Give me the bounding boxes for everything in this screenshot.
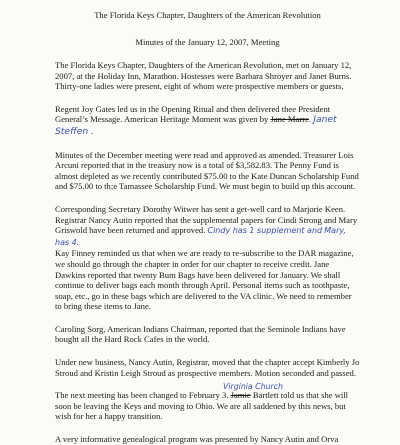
struck-first-name: Jamie bbox=[230, 390, 251, 401]
ritual-period: . bbox=[308, 114, 312, 125]
handwritten-note-2: Mary, has 4. bbox=[55, 226, 347, 247]
handwritten-insert: Virginia Church bbox=[223, 382, 283, 392]
ritual-text: Regent Joy Gates led us in the Opening Ritual and then delivered thee President General’s Message. American Heritage Moment was given by bbox=[55, 103, 331, 125]
paragraph-treasury: Minutes of the December meeting were read and approved as amended. Treasurer Lois Arcuni reported that in the treasury now is a total of $3,582.83. The Penny Fund is almost depleted as we recently contributed $75.00 to the Kate Duncan Scholarship Fund and $75.00 to th;e Tamassee Scholarship Fund. We must begin to build up this account. bbox=[55, 149, 359, 192]
handwritten-correction: Janet Steffen . bbox=[55, 114, 337, 137]
paragraph-new-business: Under new business, Nancy Autin, Registrar, moved that the chapter accept Kimberly Jo Stroud and Kristin Leigh Stroud as prospective members. Motion seconded and passed. bbox=[55, 357, 360, 378]
struck-name: Jane Marre bbox=[270, 114, 309, 125]
paragraph-attendance: The Florida Keys Chapter, Daughters of the American Revolution, met on January 12, 2007, at the Holiday Inn, Marathon. Hostesses were Barbara Shroyer and Janet Burns. Thirty-one ladies were present, eight of whom were prospective members or guests. bbox=[55, 60, 352, 92]
correspondence-text: Corresponding Secretary Dorothy Witwer has sent a get-well card to Marjorie Keen. Registrar Nancy Autin reported that the supplemental papers for Cindi Strong and Mary Griswold have been returned and approved. bbox=[55, 203, 358, 236]
next-meeting-rest: Bartlett told us that she will soon be leaving the Keys and moving to Ohio. We are all saddened by this news, but wish for her a happy transition. bbox=[55, 390, 349, 422]
paragraph-magazine: Kay Finney reminded us that when we are ready to re-subscribe to the DAR magazine, we should go through the chapter in order for our chapter to receive credit. Jane Dawkins reported that twenty Bum Bags have been delivered for January. We shall continue to deliver bags each month through April. Personal items such as toothpaste, soap, etc., go in these bags which are delivered to the VA clinic. We need to remember to bring these items to Jane. bbox=[55, 248, 354, 312]
handwritten-note-1: Cindy has 1 supplement and bbox=[207, 226, 323, 236]
document-subtitle: Minutes of the January 12, 2007, Meeting bbox=[135, 37, 280, 47]
paragraph-ritual bbox=[55, 104, 360, 138]
document-title: The Florida Keys Chapter, Daughters of the American Revolution bbox=[94, 10, 321, 20]
next-meeting-text: The next meeting has been changed to February 3. bbox=[55, 390, 231, 401]
paragraph-next-meeting bbox=[55, 382, 360, 422]
paragraph-program: A very informative genealogical program was presented by Nancy Autin and Orva bbox=[55, 434, 339, 445]
paragraph-indians: Caroling Sorg, American Indians Chairman, reported that the Seminole Indians have bought all the Hard Rock Cafes in the world. bbox=[55, 323, 346, 345]
paragraph-correspondence bbox=[55, 204, 360, 248]
